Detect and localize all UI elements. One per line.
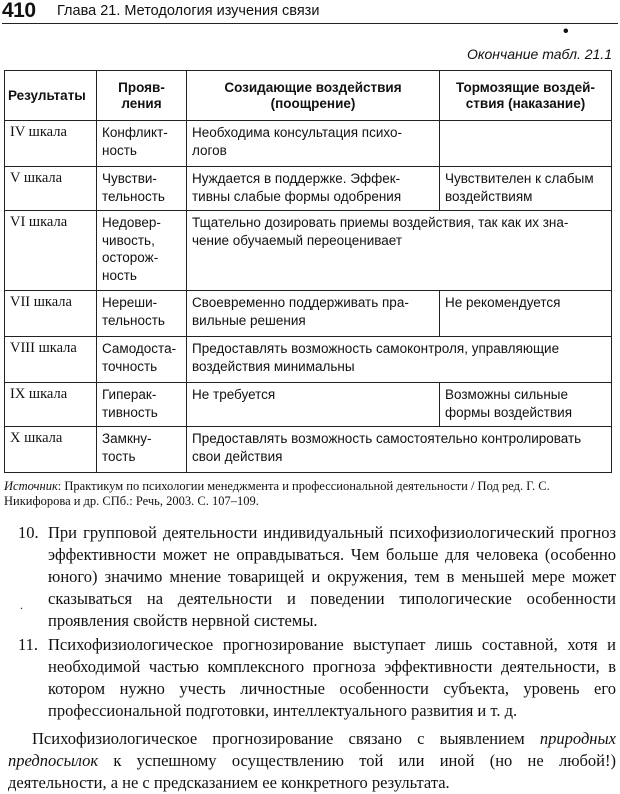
list-number: 11. [18,635,39,654]
col-punish: Тормозящие воздей- ствия (наказание) [440,71,612,121]
cell-manifest: Гиперак- тивность [97,383,187,427]
source-label: Источник [4,479,58,493]
table-row [5,291,612,337]
col-results: Результаты [5,71,97,121]
cell-result: IV шкала [5,121,97,167]
source-text: : Практикум по психологии менеджмента и профессиональной деятельности / Под ред. Г. С. Никифорова и др. СПб.: Речь, 2003. С. 107–109. [4,479,550,508]
col-reward: Созидающие воздействия (поощрение) [187,71,440,121]
cell-manifest: Самодоста- точность [97,337,187,383]
cell-result: X шкала [5,427,97,473]
cell-manifest: Недовер- чивость, осторож- ность [97,211,187,291]
table-row [5,383,612,427]
list-item [8,634,616,722]
closing-paragraph [8,728,616,794]
cell-merged: Предоставлять возможность самостоятельно контролировать свои действия [187,427,612,473]
scales-table [4,70,612,473]
table-header-row [5,71,612,121]
table-caption: Окончание табл. 21.1 [467,46,612,62]
table-row [5,427,612,473]
cell-manifest: Чувстви- тельность [97,167,187,211]
cell-result: VI шкала [5,211,97,291]
stray-dot: • [563,23,569,40]
table-source [4,479,616,509]
cell-manifest: Замкну- тость [97,427,187,473]
cell-reward: Не требуется [187,383,440,427]
paragraph-part2: к успешному осуществлению той или иной (но не любой!) деятельности, а не с предсказанием ее конкретного результата. [8,751,616,792]
table-row [5,167,612,211]
cell-punish: Не рекомендуется [440,291,612,337]
table-row [5,211,612,291]
paragraph-part1: Психофизиологическое прогнозирование связано с выявлением [32,729,540,748]
cell-reward: Нуждается в поддержке. Эффек- тивны слабые формы одобрения [187,167,440,211]
list-text: При групповой деятельности индивидуальный психофизиологический прогноз эффективности может не оправдываться. Чем больше для человека (особенно юного) значимо мнение товарищей и окружения, тем в меньшей мере может сказываться на деятельности и поведении типологические особенности проявления свойств нервной системы. [48,523,616,630]
list-number: 10. [18,523,39,542]
cell-punish [440,121,612,167]
cell-result: VII шкала [5,291,97,337]
table-row [5,121,612,167]
cell-merged: Тщательно дозировать приемы воздействия, так как их зна- чение обучаемый переоценивает [187,211,612,291]
body-text [8,522,616,794]
cell-result: IX шкала [5,383,97,427]
stray-mark: . [20,598,23,612]
cell-merged: Предоставлять возможность самоконтроля, управляющие воздействия минимальны [187,337,612,383]
cell-manifest: Нереши- тельность [97,291,187,337]
cell-result: V шкала [5,167,97,211]
cell-manifest: Конфликт- ность [97,121,187,167]
cell-punish: Возможны сильные формы воздействия [440,383,612,427]
chapter-title: Глава 21. Методология изучения связи [57,3,320,19]
cell-punish: Чувствителен к слабым воздействиям [440,167,612,211]
list-item [8,522,616,632]
table-row [5,337,612,383]
list-text: Психофизиологическое прогнозирование выступает лишь составной, хотя и необходимой частью комплексного прогноза эффективности деятельности, в котором нужно учесть личностные особенности субъекта, уровень его профессиональной подготовки, интеллектуального развития и т. д. [48,635,616,720]
page-number: 410 [2,0,36,22]
paragraph-italic: природных предпосылок [8,729,616,770]
cell-result: VIII шкала [5,337,97,383]
page-header [2,2,618,24]
cell-reward: Необходима консультация психо- логов [187,121,440,167]
cell-reward: Своевременно поддерживать пра- вильные решения [187,291,440,337]
col-manifest: Прояв- ления [97,71,187,121]
